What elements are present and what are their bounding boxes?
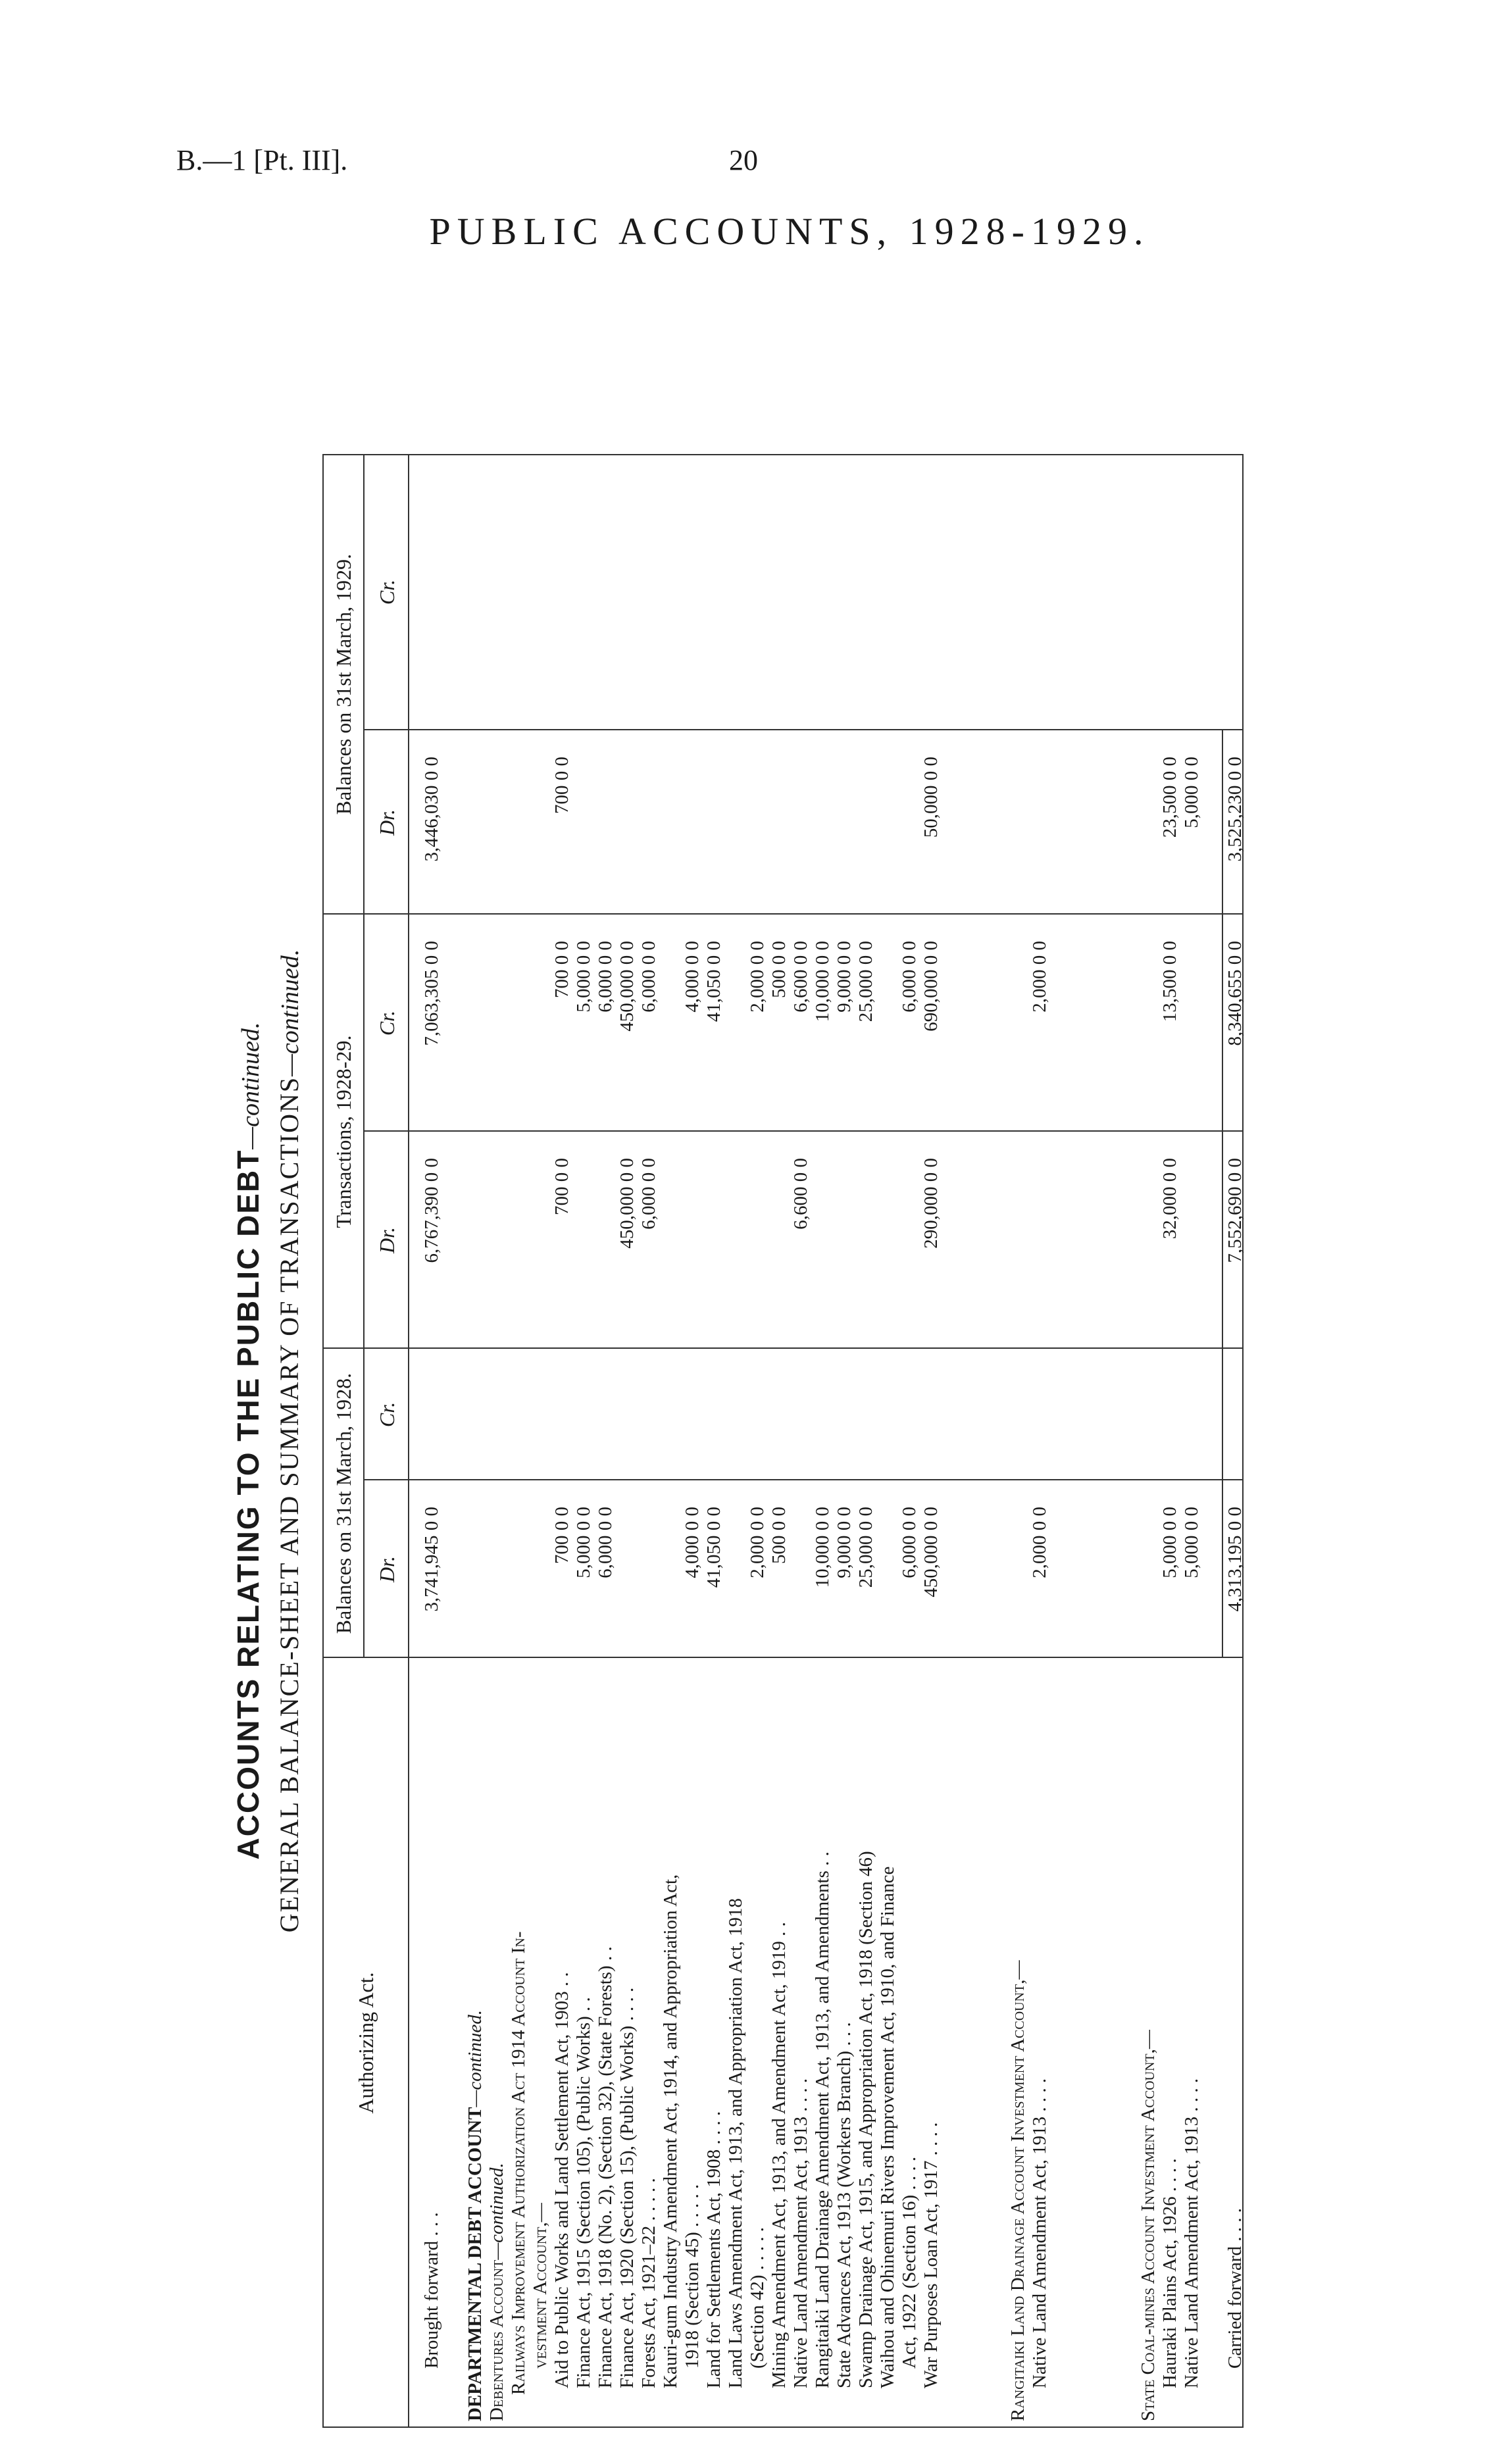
row-label xyxy=(486,2163,508,2421)
header-group-rule xyxy=(363,454,365,1658)
row-leader-dots: . . . . xyxy=(1224,2208,1246,2246)
table-gap-row xyxy=(443,454,465,2428)
row-label xyxy=(573,1997,595,2388)
row-label xyxy=(1181,2078,1203,2388)
row-label-text: Land Laws Amendment Act, 1913, and Appropriation Act, 1918 xyxy=(725,1898,746,2388)
row-label xyxy=(1159,2158,1181,2388)
row-value: 10,000 0 0 xyxy=(812,941,833,1022)
row-value: 5,000 0 0 xyxy=(1181,1507,1202,1578)
caption-2-suffix: —continued. xyxy=(276,949,304,1076)
table-row xyxy=(1159,454,1181,2428)
row-value: 3,446,030 0 0 xyxy=(421,757,442,862)
row-label-text: Native Land Amendment Act, 1913 xyxy=(790,2116,811,2388)
header-authorizing-act: Authorizing Act. xyxy=(354,1972,378,2114)
row-label xyxy=(1029,2078,1051,2388)
row-label-text: Finance Act, 1918 (No. 2), (Section 32), (State Forests) xyxy=(595,1965,616,2388)
row-label-text: Debentures Account xyxy=(486,2259,507,2421)
row-label xyxy=(421,2212,443,2369)
row-value: 7,552,690 0 0 xyxy=(1224,1158,1246,1263)
row-label xyxy=(920,2123,942,2388)
total-rule xyxy=(1222,1349,1223,1658)
row-leader-dots: . . . . . xyxy=(638,2178,659,2226)
table-row xyxy=(768,454,790,2428)
row-value: 6,600 0 0 xyxy=(790,941,811,1013)
total-rule xyxy=(1222,915,1223,1349)
row-label-text: 1918 (Section 45) xyxy=(682,2232,703,2369)
row-leader-dots: . . . . xyxy=(1159,2158,1180,2197)
header-cr xyxy=(375,454,399,730)
table-row xyxy=(725,454,747,2428)
row-value: 700 0 0 xyxy=(551,1158,572,1215)
row-value: 10,000 0 0 xyxy=(812,1507,833,1588)
row-label-text: Swamp Drainage Act, 1915, and Appropriation Act, 1918 (Section 46) xyxy=(855,1851,876,2388)
row-leader-dots: . . . . xyxy=(703,2111,724,2150)
table-row xyxy=(638,454,660,2428)
row-label-text: Railways Improvement Authorization Act 1914 Account In- xyxy=(508,1931,529,2395)
row-label-suffix: —continued. xyxy=(486,2163,507,2260)
row-value: 41,050 0 0 xyxy=(703,941,724,1022)
row-label-text: Act, 1922 (Section 16) xyxy=(899,2194,920,2369)
header-cr-text: Cr. xyxy=(375,579,399,605)
page-number: 20 xyxy=(729,144,758,176)
row-leader-dots: . . xyxy=(768,1922,790,1942)
row-leader-dots: . . xyxy=(617,1987,638,2007)
row-label xyxy=(703,2111,725,2388)
row-value: 5,000 0 0 xyxy=(573,941,594,1013)
row-value: 690,000 0 0 xyxy=(920,941,942,1032)
row-value: 5,000 0 0 xyxy=(573,1507,594,1578)
table-row xyxy=(703,454,725,2428)
row-label-text: Land for Settlements Act, 1908 xyxy=(703,2149,724,2388)
row-label-text: War Purposes Loan Act, 1917 xyxy=(920,2160,942,2388)
row-value: 2,000 0 0 xyxy=(1029,941,1050,1013)
row-label xyxy=(617,1988,638,2388)
row-value: 50,000 0 0 xyxy=(920,757,942,838)
row-value: 6,000 0 0 xyxy=(638,941,659,1013)
header-bottom-rule xyxy=(408,454,409,2428)
row-value: 450,000 0 0 xyxy=(617,1158,638,1249)
row-label-text: State Coal-mines Account Investment Account,— xyxy=(1138,2030,1159,2421)
row-leader-dots: . . xyxy=(595,1946,616,1966)
row-value: 8,340,655 0 0 xyxy=(1224,941,1246,1046)
row-leader-dots: . . . xyxy=(834,2022,855,2051)
rotated-table-block xyxy=(230,454,1244,2428)
row-label xyxy=(899,2157,920,2369)
header-transactions: Transactions, 1928-29. xyxy=(332,1035,355,1228)
table-row xyxy=(834,454,855,2428)
header-dr-text: Dr. xyxy=(375,1227,399,1254)
row-label xyxy=(682,2184,703,2369)
row-value: 2,000 0 0 xyxy=(747,941,768,1013)
header-cr xyxy=(375,1349,399,1480)
header-dr xyxy=(375,730,399,915)
row-leader-dots: . . . . xyxy=(1029,2078,1050,2117)
table-row xyxy=(747,454,768,2428)
table-gap-row xyxy=(1072,454,1094,2428)
row-value: 4,000 0 0 xyxy=(682,941,703,1013)
row-value: 23,500 0 0 xyxy=(1159,757,1180,838)
page-title: PUBLIC ACCOUNTS, 1928-1929. xyxy=(429,210,1150,253)
row-label xyxy=(551,1972,573,2388)
row-value: 2,000 0 0 xyxy=(747,1507,768,1578)
row-label-text: Aid to Public Works and Land Settlement Act, 1903 xyxy=(551,1991,572,2388)
row-leader-dots: . . . . . xyxy=(747,2226,768,2275)
row-label-text: Kauri-gum Industry Amendment Act, 1914, and Appropriation Act, xyxy=(660,1874,681,2388)
row-value: 290,000 0 0 xyxy=(920,1158,942,1249)
row-label-text: DEPARTMENTAL DEBT ACCOUNT xyxy=(465,2107,486,2421)
table-gap-row xyxy=(1094,454,1116,2428)
table-row xyxy=(660,454,682,2428)
table-row xyxy=(1007,454,1029,2428)
row-label-text: Forests Act, 1921–22 xyxy=(638,2225,659,2388)
row-value: 3,741,945 0 0 xyxy=(421,1507,442,1612)
row-leader-dots: . . xyxy=(812,1851,833,1871)
row-label-text: Hauraki Plains Act, 1926 xyxy=(1159,2196,1180,2388)
row-value: 500 0 0 xyxy=(768,1507,790,1564)
row-leader-dots: . . . . xyxy=(920,2122,942,2161)
row-value: 13,500 0 0 xyxy=(1159,941,1180,1022)
table-row xyxy=(1181,454,1203,2428)
row-value: 4,000 0 0 xyxy=(682,1507,703,1578)
row-label xyxy=(1007,1960,1029,2421)
table-row xyxy=(421,454,443,2428)
header-dr xyxy=(375,1480,399,1658)
table-gap-row xyxy=(964,454,986,2428)
table-row xyxy=(899,454,920,2428)
row-value: 7,063,305 0 0 xyxy=(421,941,442,1046)
table-row xyxy=(465,454,486,2428)
balance-sheet-table xyxy=(322,454,1244,2428)
row-value: 6,000 0 0 xyxy=(595,941,616,1013)
row-value: 32,000 0 0 xyxy=(1159,1158,1180,1240)
row-label xyxy=(660,1874,682,2388)
row-value: 6,000 0 0 xyxy=(899,941,920,1013)
row-label xyxy=(877,1867,899,2388)
row-label-suffix: —continued. xyxy=(465,2010,486,2107)
row-label-text: Finance Act, 1920 (Section 15), (Public Works) . . xyxy=(617,2006,638,2388)
row-label xyxy=(725,1898,747,2388)
row-value: 3,525,230 0 0 xyxy=(1224,757,1246,862)
total-rule xyxy=(1222,730,1223,915)
row-value: 25,000 0 0 xyxy=(855,941,876,1022)
table-gap-row xyxy=(942,454,964,2428)
row-value: 6,600 0 0 xyxy=(790,1158,811,1230)
header-dr-text: Dr. xyxy=(375,1556,399,1583)
row-label-text: Carried forward xyxy=(1224,2246,1246,2369)
table-row xyxy=(551,454,573,2428)
row-value: 41,050 0 0 xyxy=(703,1507,724,1588)
row-value: 6,000 0 0 xyxy=(595,1507,616,1578)
row-label-text: Mining Amendment Act, 1913, and Amendment Act, 1919 xyxy=(768,1941,790,2388)
row-label xyxy=(530,2203,551,2369)
header-cr-text: Cr. xyxy=(375,1401,399,1428)
table-row xyxy=(530,454,551,2428)
table-row xyxy=(486,454,508,2428)
row-leader-dots: . . . . . xyxy=(682,2184,703,2232)
header-cr xyxy=(375,915,399,1132)
row-leader-dots: . . . . xyxy=(1181,2078,1202,2117)
row-leader-dots: . . xyxy=(551,1972,572,1992)
table-row xyxy=(877,454,899,2428)
row-leader-dots: . . . xyxy=(421,2212,442,2241)
row-value: 2,000 0 0 xyxy=(1029,1507,1050,1578)
row-value: 4,313,195 0 0 xyxy=(1224,1507,1246,1612)
row-leader-dots: . . . . xyxy=(790,2078,811,2117)
header-balances-1929: Balances on 31st March, 1929. xyxy=(332,553,355,815)
table-gap-row xyxy=(986,454,1007,2428)
row-label xyxy=(790,2078,812,2388)
row-label-text: (Section 42) xyxy=(747,2275,768,2369)
row-label xyxy=(465,2010,486,2421)
row-label xyxy=(1224,2208,1246,2369)
row-label xyxy=(768,1922,790,2388)
row-value: 6,000 0 0 xyxy=(899,1507,920,1578)
table-row xyxy=(595,454,617,2428)
caption-1-suffix: —continued. xyxy=(237,1022,264,1149)
table-row xyxy=(682,454,703,2428)
row-value: 6,000 0 0 xyxy=(638,1158,659,1230)
row-label-text: Native Land Amendment Act, 1913 xyxy=(1029,2116,1050,2388)
row-label xyxy=(747,2227,768,2369)
table-row xyxy=(1029,454,1051,2428)
table-caption-1 xyxy=(230,454,266,2428)
page-header-ref: B.—1 [Pt. III]. xyxy=(176,144,348,176)
header-dr-text: Dr. xyxy=(375,809,399,836)
table-caption-2 xyxy=(274,454,305,2428)
table-row xyxy=(617,454,638,2428)
table-row xyxy=(1224,454,1246,2428)
row-value: 5,000 0 0 xyxy=(1159,1507,1180,1578)
table-row xyxy=(920,454,942,2428)
table-row xyxy=(855,454,877,2428)
caption-2-text: GENERAL BALANCE-SHEET AND SUMMARY OF TRANSACTIONS xyxy=(274,1076,304,1933)
header-cr-text: Cr. xyxy=(375,1010,399,1036)
table-row xyxy=(790,454,812,2428)
row-value: 450,000 0 0 xyxy=(617,941,638,1032)
row-value: 9,000 0 0 xyxy=(834,941,855,1013)
row-leader-dots: . . . . xyxy=(899,2156,920,2195)
row-label xyxy=(638,2178,660,2388)
row-label-text: Native Land Amendment Act, 1913 xyxy=(1181,2116,1202,2388)
table-top-rule xyxy=(322,454,324,2428)
row-value: 700 0 0 xyxy=(551,757,572,814)
table-row xyxy=(812,454,834,2428)
row-label xyxy=(595,1946,617,2388)
table-row xyxy=(573,454,595,2428)
table-gap-row xyxy=(1116,454,1138,2428)
row-value: 450,000 0 0 xyxy=(920,1507,942,1597)
row-label-text: Finance Act, 1915 (Section 105), (Public Works) xyxy=(573,2016,594,2388)
table-row xyxy=(508,454,530,2428)
header-dr xyxy=(375,1132,399,1349)
row-label xyxy=(508,1931,530,2395)
row-label xyxy=(855,1851,877,2388)
row-label-text: Brought forward xyxy=(421,2240,442,2369)
row-value: 5,000 0 0 xyxy=(1181,757,1202,828)
caption-1-text: ACCOUNTS RELATING TO THE PUBLIC DEBT xyxy=(231,1149,265,1860)
row-label-text: Rangitaiki Land Drainage Account Investment Account,— xyxy=(1007,1960,1028,2421)
row-value: 700 0 0 xyxy=(551,1507,572,1564)
row-leader-dots: . . xyxy=(573,1997,594,2017)
row-label xyxy=(834,2022,855,2388)
row-value: 700 0 0 xyxy=(551,941,572,998)
row-label xyxy=(812,1851,834,2388)
row-label xyxy=(1138,2030,1159,2421)
header-balances-1928: Balances on 31st March, 1928. xyxy=(332,1372,355,1634)
row-label-text: Waihou and Ohinemuri Rivers Improvement Act, 1910, and Finance xyxy=(877,1866,898,2388)
row-value: 6,767,390 0 0 xyxy=(421,1158,442,1263)
row-label-text: vestment Account,— xyxy=(530,2203,551,2369)
row-value: 500 0 0 xyxy=(768,941,790,998)
row-value: 9,000 0 0 xyxy=(834,1507,855,1578)
table-gap-row xyxy=(1051,454,1072,2428)
row-value: 25,000 0 0 xyxy=(855,1507,876,1588)
row-label-text: State Advances Act, 1913 (Workers Branch) xyxy=(834,2050,855,2388)
table-row xyxy=(1138,454,1159,2428)
row-label-text: Rangitaiki Land Drainage Amendment Act, 1913, and Amendments xyxy=(812,1871,833,2388)
